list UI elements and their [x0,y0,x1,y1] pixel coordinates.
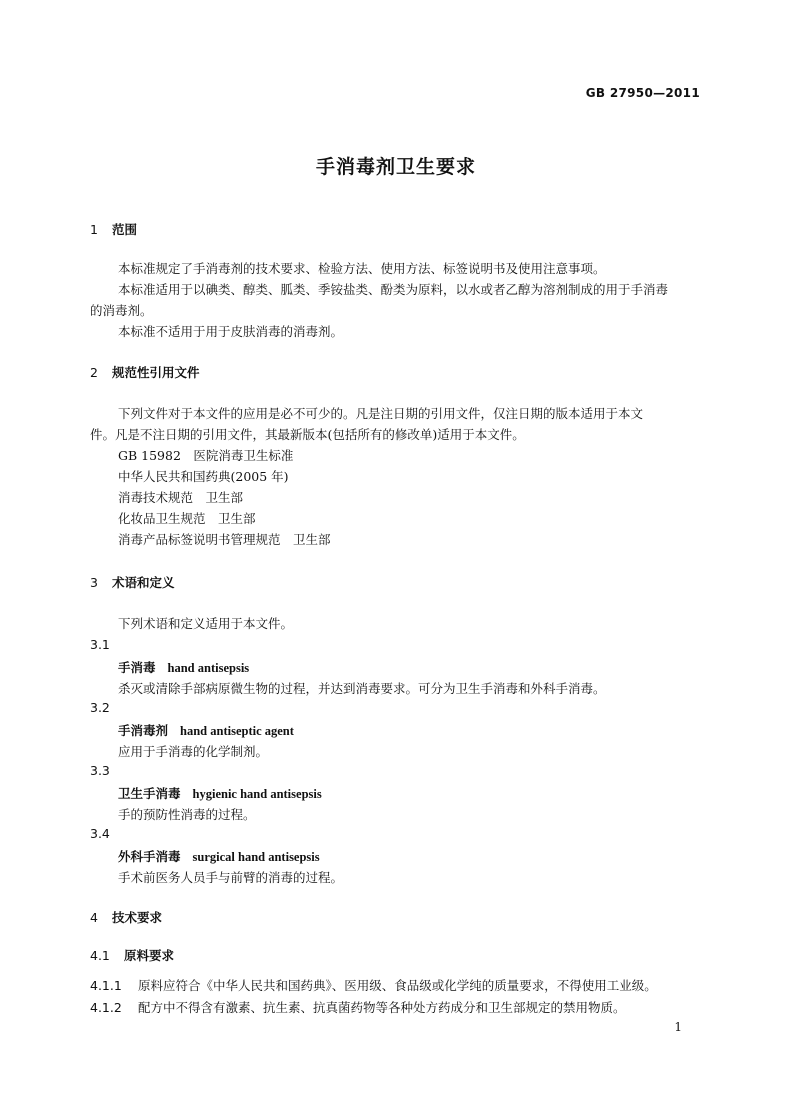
term-english: hand antiseptic agent [180,724,294,738]
clause-number: 4.1.1 [90,978,122,993]
reference-item: 消毒产品标签说明书管理规范 卫生部 [118,532,331,547]
term-definition: 杀灭或清除手部病原微生物的过程，并达到消毒要求。可分为卫生手消毒和外科手消毒。 [118,681,606,696]
reference-item: 消毒技术规范 卫生部 [118,490,244,505]
section-number: 2 [90,365,98,380]
section-2-paragraph-line-2: 件。凡是不注日期的引用文件，其最新版本(包括所有的修改单)适用于本文件。 [90,427,525,442]
term-number: 3.1 [90,637,110,652]
term-chinese: 外科手消毒 [118,849,181,864]
section-number: 3 [90,575,98,590]
page-number: 1 [674,1020,682,1034]
term-chinese: 手消毒 [118,660,156,675]
section-1-paragraph-2-line-1: 本标准适用于以碘类、醇类、胍类、季铵盐类、酚类为原料，以水或者乙醇为溶剂制成的用于手消毒 [118,282,669,297]
clause-number: 4.1.2 [90,1000,122,1015]
term-entry [118,847,320,865]
term-definition: 应用于手消毒的化学制剂。 [118,744,269,759]
clause-text: 原料应符合《中华人民共和国药典》、医用级、食品级或化学纯的质量要求，不得使用工业级。 [138,978,657,993]
section-3-intro: 下列术语和定义适用于本文件。 [118,616,294,631]
subsection-number: 4.1 [90,948,110,963]
section-number: 4 [90,910,98,925]
section-2-paragraph-line-1: 下列文件对于本文件的应用是必不可少的。凡是注日期的引用文件，仅注日期的版本适用于本文 [118,406,644,421]
section-title: 范围 [112,222,138,237]
section-title: 规范性引用文件 [112,365,200,380]
term-chinese: 手消毒剂 [118,723,169,738]
section-3-heading [90,573,175,591]
clause-4-1-2 [90,998,626,1016]
term-number: 3.4 [90,826,110,841]
section-1-heading [90,220,137,238]
term-entry [118,784,322,802]
section-1-paragraph-1: 本标准规定了手消毒剂的技术要求、检验方法、使用方法、标签说明书及使用注意事项。 [118,261,606,276]
reference-item: 中华人民共和国药典(2005 年) [118,469,289,484]
reference-item: GB 15982 医院消毒卫生标准 [118,448,294,463]
term-english: hand antisepsis [167,661,250,675]
section-number: 1 [90,222,98,237]
section-2-heading [90,363,200,381]
subsection-title: 原料要求 [124,948,175,963]
section-4-heading [90,908,162,926]
term-number: 3.3 [90,763,110,778]
term-number: 3.2 [90,700,110,715]
clause-4-1-1 [90,976,657,994]
section-1-paragraph-3: 本标准不适用于用于皮肤消毒的消毒剂。 [118,324,344,339]
term-entry [118,721,294,739]
reference-item: 化妆品卫生规范 卫生部 [118,511,256,526]
section-1-paragraph-2-line-2: 的消毒剂。 [90,303,153,318]
subsection-4-1-heading [90,946,174,964]
term-definition: 手术前医务人员手与前臂的消毒的过程。 [118,870,344,885]
section-title: 术语和定义 [112,575,175,590]
term-entry [118,658,249,676]
standard-code: GB 27950—2011 [585,86,700,100]
document-title: 手消毒剂卫生要求 [315,156,476,178]
term-english: surgical hand antisepsis [192,850,320,864]
clause-text: 配方中不得含有激素、抗生素、抗真菌药物等各种处方药成分和卫生部规定的禁用物质。 [138,1000,626,1015]
term-chinese: 卫生手消毒 [118,786,181,801]
section-title: 技术要求 [112,910,163,925]
term-english: hygienic hand antisepsis [192,787,322,801]
term-definition: 手的预防性消毒的过程。 [118,807,256,822]
